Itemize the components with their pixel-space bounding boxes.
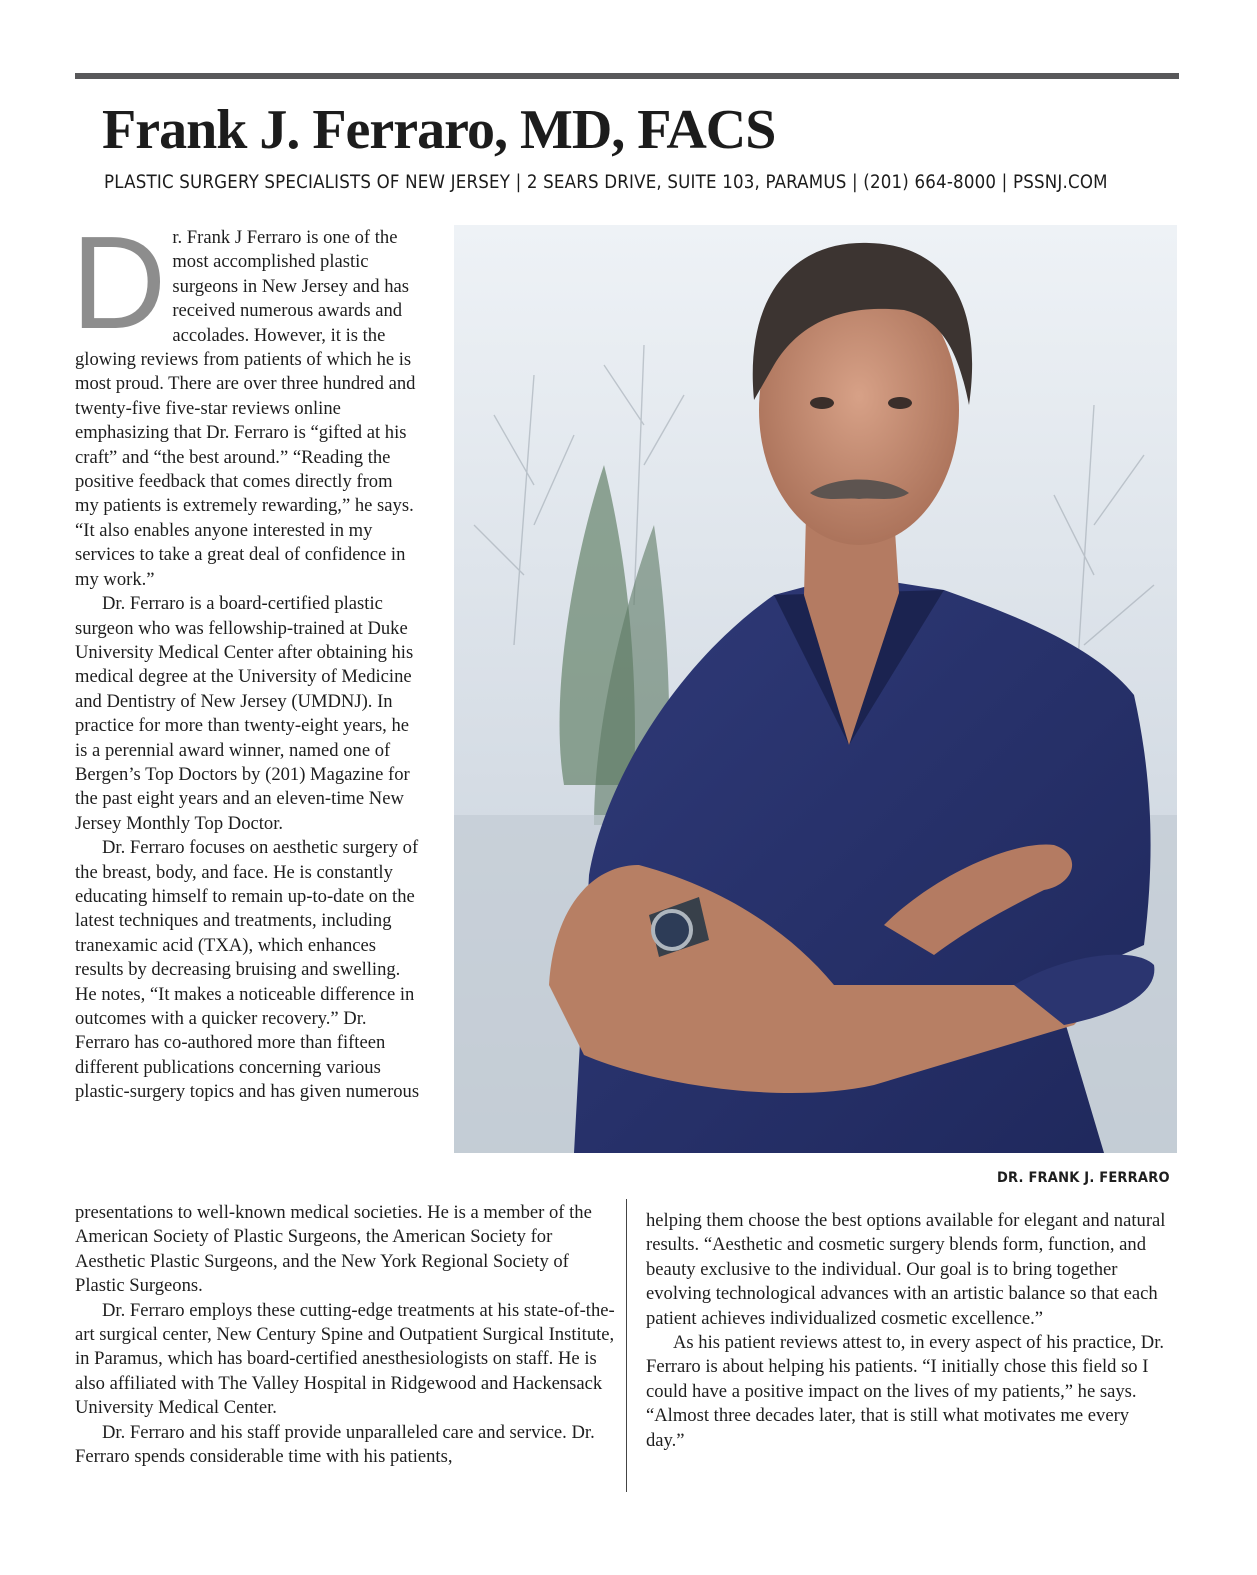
article-column-1-bottom — [75, 1201, 615, 1469]
paragraph-1-text: r. Frank J Ferraro is one of the most accomplished plastic surgeons in New Jersey and has received numerous awards and accolades. However, it is the glowing reviews from patients of which he is most proud. There are over three hundred and twenty-five five-star reviews online emphasizing that Dr. Ferraro is “gifted at his craft” and “the best around.” “Reading the positive feedback that comes directly from my patients is extremely rewarding,” he says. “It also enables anyone interested in my services to take a great deal of confidence in my work.” — [75, 227, 416, 590]
paragraph-4: Dr. Ferraro employs these cutting-edge treatments at his state-of-the-art surgical center, New Century Spine and Outpatient Surgical Institute, in Paramus, which has board-certified anesthesiologists on staff. He is also affiliated with The Valley Hospital in Ridgewood and Hackensack University Medical Center. — [75, 1299, 615, 1419]
paragraph-6: As his patient reviews attest to, in every aspect of his practice, Dr. Ferraro is about helping his patients. “I initially chose this field so I could have a positive impact on the lives of my patients,” he says. “Almost three decades later, that is still what motivates me every day.” — [646, 1332, 1165, 1451]
article-column-1-top — [71, 209, 420, 1105]
drop-cap: D — [71, 209, 167, 356]
top-rule — [75, 73, 1179, 79]
paragraph-2: Dr. Ferraro is a board-certified plastic surgeon who was fellowship-trained at Duke University Medical Center after obtaining his medical degree at the University of Medicine and Dentistry of New Jersey (UMDNJ). In practice for more than twenty-eight years, he is a perennial award winner, named one of Bergen’s Top Doctors by (201) Magazine for the past eight years and an eleven-time New Jersey Monthly Top Doctor. — [75, 593, 414, 834]
photo-caption: DR. FRANK J. FERRARO — [997, 1170, 1170, 1186]
paragraph-5-part-1: Dr. Ferraro and his staff provide unparalleled care and service. Dr. Ferraro spends considerable time with his patients, — [75, 1421, 595, 1468]
paragraph-5-part-2: helping them choose the best options available for elegant and natural results. “Aesthetic and cosmetic surgery blends form, function, and beauty exclusive to the individual. Our goal is to bring together evolving technological advances with an artistic balance so that each patient achieves individualized cosmetic excellence.” — [646, 1210, 1166, 1329]
paragraph-3-part-1: Dr. Ferraro focuses on aesthetic surgery of the breast, body, and face. He is constantly educating himself to remain up-to-date on the latest techniques and treatments, including tranexamic acid (TXA), which enhances results by decreasing bruising and swelling. He notes, “It makes a noticeable difference in outcomes with a quicker recovery.” Dr. Ferraro has co-authored more than fifteen different publications concerning various plastic-surgery topics and has given numerous — [75, 837, 420, 1103]
paragraph-1 — [71, 209, 420, 592]
paragraph-3-part-2: presentations to well-known medical societies. He is a member of the American Society of Plastic Surgeons, the American Society for Aesthetic Plastic Surgeons, and the New York Regional Society of Plastic Surgeons. — [75, 1202, 592, 1297]
page-title: Frank J. Ferraro, MD, FACS — [102, 99, 776, 161]
portrait-photo — [454, 225, 1177, 1153]
column-divider — [626, 1199, 627, 1492]
contact-subhead: PLASTIC SURGERY SPECIALISTS OF NEW JERSEY | 2 SEARS DRIVE, SUITE 103, PARAMUS | (201) 664-8000 | PSSNJ.COM — [104, 172, 1108, 193]
article-column-2 — [646, 1209, 1171, 1453]
